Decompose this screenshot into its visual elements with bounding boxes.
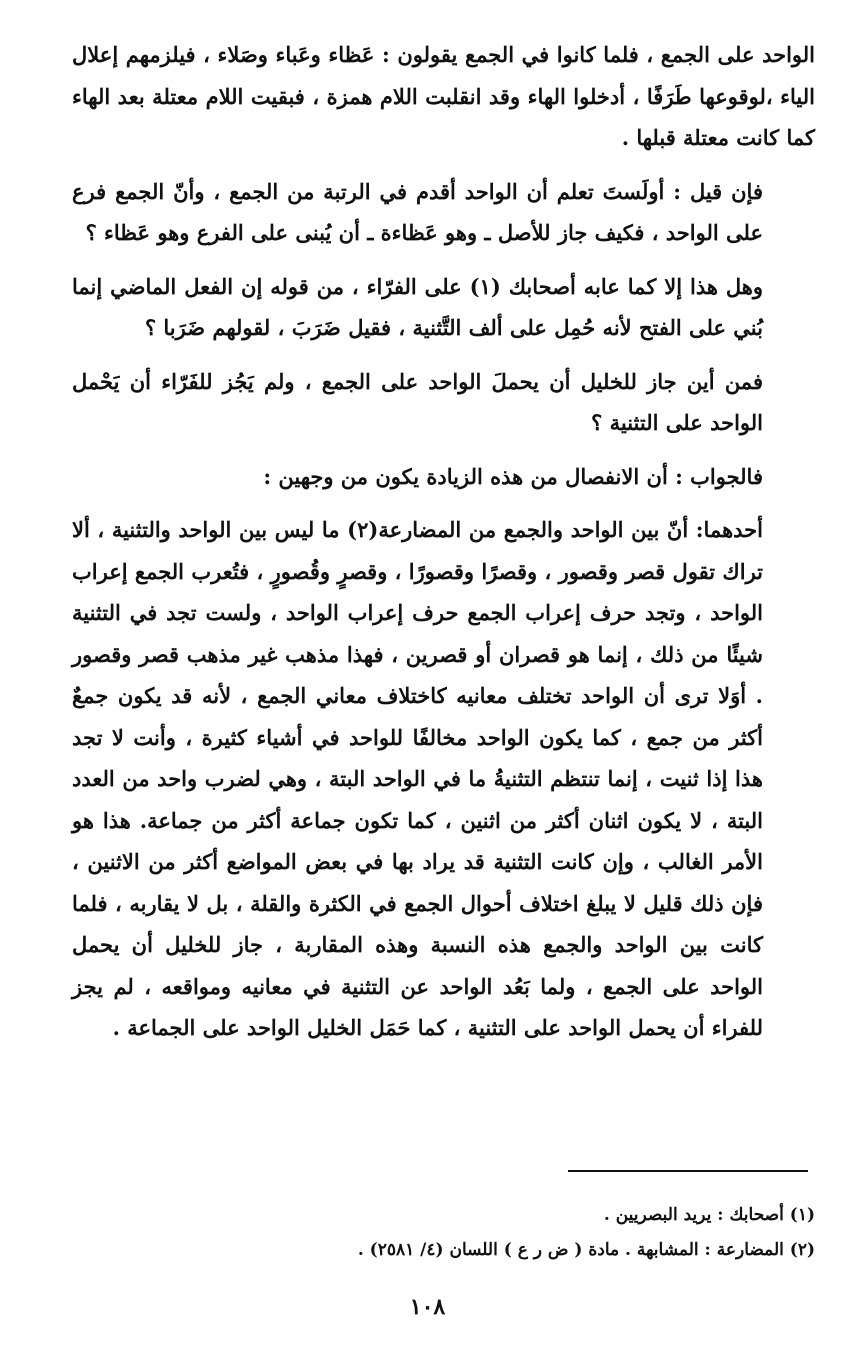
paragraph-5: فالجواب : أن الانفصال من هذه الزيادة يكون من وجهين : (263, 463, 763, 489)
footnote-1: (١) أصحابك : يريد البصريين . (603, 1205, 815, 1225)
footnote-divider (568, 1170, 808, 1172)
paragraph-1: الواحد على الجمع ، فلما كانوا في الجمع يقولون : عَظاء وعَباء وصَلاء ، فيلزمهم إعلال الياء ،لوقوعها طَرَفًا ، أدخلوا الهاء وقد انقلبت اللام همزة ، فبقيت اللام معتلة بعد الهاء كما كانت معتلة قبلها . (72, 42, 815, 150)
footnotes (72, 1198, 815, 1268)
paragraph-4: فمن أين جاز للخليل أن يحملَ الواحد على الجمع ، ولم يَجُز للفَرّاء أن يَحْمل الواحد على التثنية ؟ (72, 368, 763, 435)
footnote-2: (٢) المضارعة : المشابهة . مادة ( ض ر ع ) اللسان (٤/ ٢٥٨١) . (357, 1240, 815, 1260)
main-text (72, 34, 815, 1049)
paragraph-6: أحدهما: أنّ بين الواحد والجمع من المضارعة(٢) ما ليس بين الواحد والتثنية ، ألا تراك تقول قصر وقصور ، وقصرًا وقصورًا ، وقصرٍ وقُصورٍ ، فتُعرب الجمع إعراب الواحد ، وتجد حرف إعراب الجمع حرف إعراب الواحد ، ولست تجد في التثنية شيئًا من ذلك ، إنما هو قصران أو قصرين ، فهذا مذهب غير مذهب قصر وقصور . أوَلا ترى أن الواحد تختلف معانيه كاختلاف معاني الجمع ، لأنه قد يكون جمعٌ أكثر من جمع ، كما يكون الواحد مخالفًا للواحد في أشياء كثيرة ، وأنت لا تجد هذا إذا ثنيت ، إنما تنتظم التثنيةُ ما في الواحد البتة ، وهي لضرب واحد من العدد البتة ، لا يكون اثنان أكثر من اثنين ، كما تكون جماعة أكثر من جماعة. هذا هو الأمر الغالب ، وإن كانت التثنية قد يراد بها في بعض المواضع أكثر من الاثنين ، فإن ذلك قليل لا يبلغ اختلاف أحوال الجمع في الكثرة والقلة ، بل لا يقاربه ، فلما كانت بين الواحد والجمع هذه النسبة وهذه المقاربة ، جاز للخليل أن يحمل الواحد على الجمع ، ولما بَعُد الواحد عن التثنية في معانيه ومواقعه ، لم يجز للفراء أن يحمل الواحد على التثنية ، كما حَمَل الخليل الواحد على الجماعة . (72, 517, 763, 1040)
paragraph-2: فإن قيل : أولَستَ تعلم أن الواحد أقدم في الرتبة من الجمع ، وأنّ الجمع فرع على الواحد ، فكيف جاز للأصل ـ وهو عَظاءة ـ أن يُبنى على الفرع وهو عَظاء ؟ (72, 178, 763, 245)
paragraph-3: وهل هذا إلا كما عابه أصحابك (١) على الفرّاء ، من قوله إن الفعل الماضي إنما بُني على الفتح لأنه حُمِل على ألف التَّثنية ، فقيل ضَرَبَ ، لقولهم ضَرَبا ؟ (72, 273, 763, 340)
page-number: ١٠٨ (409, 1294, 446, 1320)
